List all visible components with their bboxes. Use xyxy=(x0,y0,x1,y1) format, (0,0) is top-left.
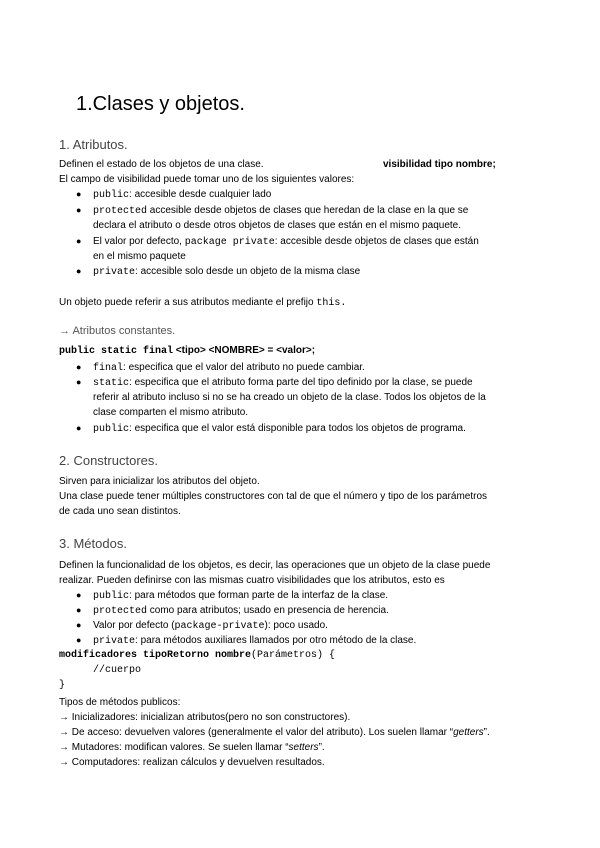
list-item: public: especifica que el valor está disponible para todos los objetos de programa. xyxy=(93,423,466,435)
code-signature: modificadores tipoRetorno nombre(Parámetros) { xyxy=(59,650,336,661)
atributos-intro: Definen el estado de los objetos de una clase. xyxy=(59,159,264,170)
list-item: El valor por defecto, package private: accesible desde objetos de clases que están xyxy=(93,236,479,248)
this-prefix-line: Un objeto puede referir a sus atributos mediante el prefijo this. xyxy=(59,297,347,309)
bullet-icon: ● xyxy=(76,590,82,600)
bullet-icon: ● xyxy=(76,423,82,433)
subheading-atributos-constantes: → Atributos constantes. xyxy=(59,325,176,337)
list-item: → De acceso: devuelven valores (generalmente el valor del atributo). Los suelen llamar “getters”. xyxy=(59,727,490,738)
metodos-line: Definen la funcionalidad de los objetos, es decir, las operaciones que un objeto de la clase puede xyxy=(59,560,491,571)
atributos-syntax: visibilidad tipo nombre; xyxy=(383,159,496,170)
list-item: static: especifica que el atributo forma parte del tipo definido por la clase, se puede xyxy=(93,377,473,389)
page-title: 1.Clases y objetos. xyxy=(76,93,245,115)
bullet-icon: ● xyxy=(76,266,82,276)
code-body: //cuerpo xyxy=(93,665,142,676)
list-item: final: especifica que el valor del atributo no puede cambiar. xyxy=(93,362,365,374)
bullet-icon: ● xyxy=(76,205,82,215)
list-item: → Mutadores: modifican valores. Se suelen llamar “setters”. xyxy=(59,742,325,753)
list-item: private: para métodos auxiliares llamados por otro método de la clase. xyxy=(93,635,417,647)
list-item-continuation: referir al atributo incluso si no se ha creado un objeto de la clase. Todos los objetos de la xyxy=(93,392,486,403)
list-item-continuation: clase comparten el mismo atributo. xyxy=(93,407,249,418)
section-heading-constructores: 2. Constructores. xyxy=(59,453,158,468)
section-heading-metodos: 3. Métodos. xyxy=(59,536,127,551)
list-item-continuation: declara el atributo o desde otros objetos de clases que están en el mismo paquete. xyxy=(93,220,462,231)
bullet-icon: ● xyxy=(76,362,82,372)
list-item: private: accesible solo desde un objeto de la misma clase xyxy=(93,266,361,278)
bullet-icon: ● xyxy=(76,377,82,387)
constructores-line: de cada uno sean distintos. xyxy=(59,506,181,517)
list-item: public: accesible desde cualquier lado xyxy=(93,189,272,201)
constant-declaration: public static final <tipo> <NOMBRE> = <valor>; xyxy=(59,345,316,357)
list-item-continuation: en el mismo paquete xyxy=(93,251,186,262)
atributos-intro2: El campo de visibilidad puede tomar uno de los siguientes valores: xyxy=(59,174,355,185)
bullet-icon: ● xyxy=(76,605,82,615)
list-item: public: para métodos que forman parte de la interfaz de la clase. xyxy=(93,590,389,602)
list-item: → Computadores: realizan cálculos y devuelven resultados. xyxy=(59,757,325,768)
list-item: → Inicializadores: inicializan atributos(pero no son constructores). xyxy=(59,712,351,723)
code-close: } xyxy=(59,680,66,691)
list-item: protected accesible desde objetos de clases que heredan de la clase en la que se xyxy=(93,205,469,217)
constructores-line: Sirven para inicializar los atributos del objeto. xyxy=(59,476,260,487)
method-types-heading: Tipos de métodos publicos: xyxy=(59,697,181,708)
constructores-line: Una clase puede tener múltiples constructores con tal de que el número y tipo de los parámetros xyxy=(59,491,488,502)
bullet-icon: ● xyxy=(76,189,82,199)
list-item: Valor por defecto (package-private): poco usado. xyxy=(93,620,328,632)
bullet-icon: ● xyxy=(76,236,82,246)
bullet-icon: ● xyxy=(76,635,82,645)
section-heading-atributos: 1. Atributos. xyxy=(59,137,128,152)
metodos-line: realizar. Pueden definirse con las mismas cuatro visibilidades que los atributos, esto es xyxy=(59,575,445,586)
list-item: protected como para atributos; usado en presencia de herencia. xyxy=(93,605,389,617)
bullet-icon: ● xyxy=(76,620,82,630)
